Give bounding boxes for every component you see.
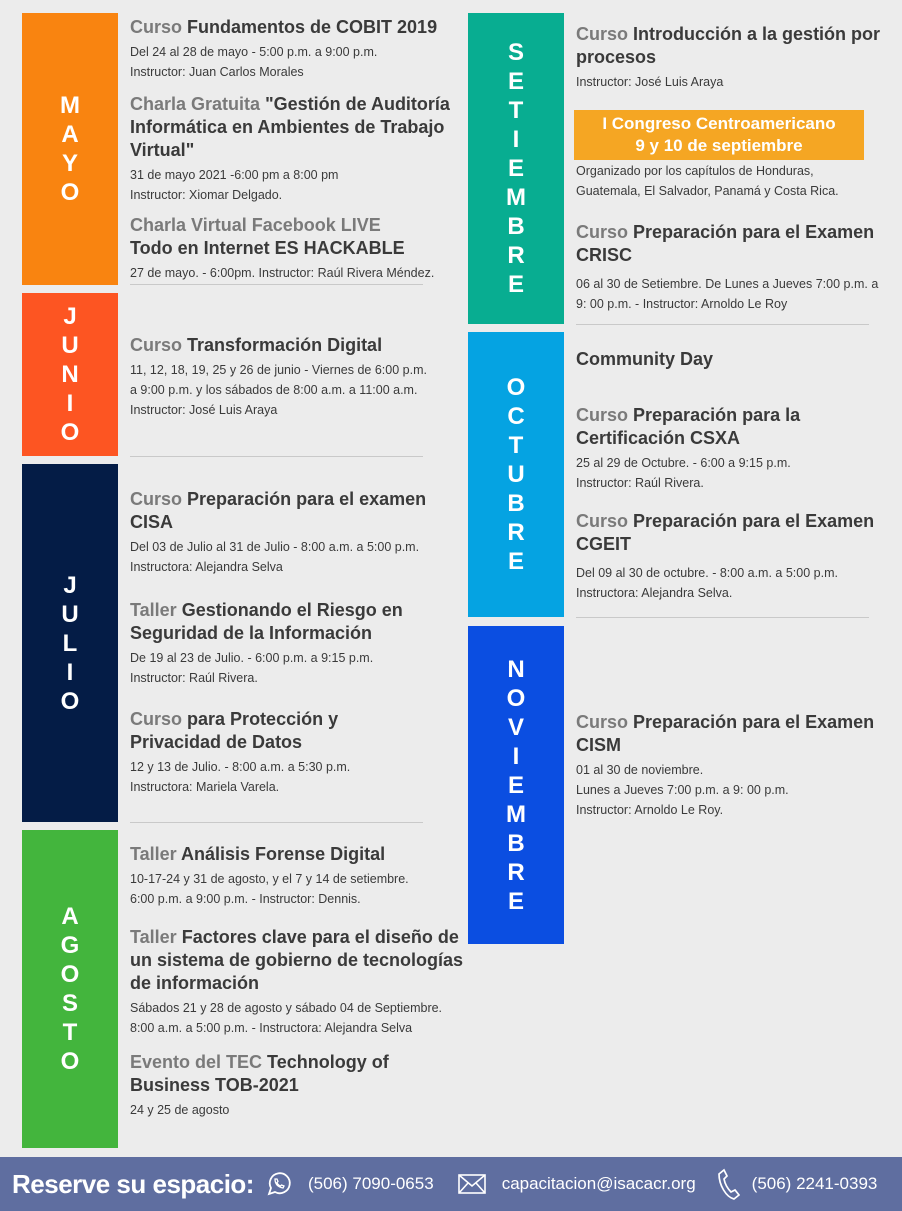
phone-number: (506) 2241-0393 bbox=[751, 1174, 878, 1193]
event-cisa bbox=[130, 488, 465, 577]
month-octubre bbox=[468, 332, 564, 617]
event-date: 06 al 30 de Setiembre. De Lunes a Jueves 7:00 p.m. a bbox=[576, 277, 879, 291]
event-instructor: Instructor: Raúl Rivera. bbox=[576, 476, 704, 490]
event-kind: Curso bbox=[576, 405, 629, 425]
congress-banner bbox=[574, 110, 864, 160]
congress-title: I Congreso Centroamericano bbox=[602, 114, 836, 133]
event-factores bbox=[130, 926, 468, 1038]
month-mayo bbox=[22, 13, 118, 285]
month-agosto bbox=[22, 830, 118, 1148]
event-instructor: Instructor: Arnoldo Le Roy. bbox=[576, 803, 724, 817]
month-junio bbox=[22, 293, 118, 456]
event-title: Preparación para la Certificación CSXA bbox=[576, 405, 801, 448]
mail-icon bbox=[458, 1173, 486, 1195]
event-schedule: a 9:00 p.m. y los sábados de 8:00 a.m. a 11:00 a.m. bbox=[130, 383, 418, 397]
event-date: 12 y 13 de Julio. - 8:00 a.m. a 5:30 p.m. bbox=[130, 760, 351, 774]
event-instructor: Instructor: José Luis Araya bbox=[130, 403, 278, 417]
event-date: 11, 12, 18, 19, 25 y 26 de junio - Viernes de 6:00 p.m. bbox=[130, 363, 427, 377]
month-label: J U L I O bbox=[60, 571, 80, 715]
event-kind: Evento del TEC bbox=[130, 1052, 263, 1072]
event-kind: Curso bbox=[130, 17, 183, 37]
event-kind: Curso bbox=[576, 511, 629, 531]
congress-countries: Guatemala, El Salvador, Panamá y Costa Rica. bbox=[576, 184, 839, 198]
event-instructor: Instructor: Raúl Rivera. bbox=[130, 671, 258, 685]
event-title: Community Day bbox=[576, 349, 714, 369]
month-label: S E T I E M B R E bbox=[506, 39, 526, 298]
event-instructor: Instructora: Mariela Varela. bbox=[130, 780, 280, 794]
event-title: Preparación para el Examen CGEIT bbox=[576, 511, 875, 554]
event-crisc bbox=[576, 221, 894, 314]
event-schedule: Lunes a Jueves 7:00 p.m. a 9: 00 p.m. bbox=[576, 783, 789, 797]
event-title: Technology of Business TOB-2021 bbox=[130, 1052, 389, 1095]
event-schedule: 8:00 a.m. a 5:00 p.m. - Instructora: Alejandra Selva bbox=[130, 1021, 413, 1035]
whatsapp-icon bbox=[264, 1169, 294, 1199]
event-kind: Curso bbox=[130, 489, 183, 509]
phone-icon bbox=[716, 1168, 740, 1200]
event-title: Análisis Forense Digital bbox=[181, 844, 386, 864]
month-noviembre bbox=[468, 626, 564, 944]
event-title: Todo en Internet ES HACKABLE bbox=[130, 238, 405, 258]
event-date: Del 03 de Julio al 31 de Julio - 8:00 a.m. a 5:00 p.m. bbox=[130, 540, 420, 554]
event-date: Sábados 21 y 28 de agosto y sábado 04 de Septiembre. bbox=[130, 1001, 443, 1015]
month-julio bbox=[22, 464, 118, 822]
event-date: Del 24 al 28 de mayo - 5:00 p.m. a 9:00 p.m. bbox=[130, 45, 378, 59]
footer-phone[interactable] bbox=[716, 1168, 878, 1200]
event-instructor: Instructora: Alejandra Selva bbox=[130, 560, 283, 574]
event-title: para Protección y Privacidad de Datos bbox=[130, 709, 339, 752]
event-riesgo bbox=[130, 599, 465, 688]
whatsapp-number: (506) 7090-0653 bbox=[307, 1174, 434, 1193]
congress-organizer: Organizado por los capítulos de Honduras, bbox=[576, 164, 814, 178]
footer-email[interactable] bbox=[458, 1173, 696, 1195]
event-charla bbox=[130, 93, 468, 205]
event-kind: Curso bbox=[576, 222, 629, 242]
event-kind: Taller bbox=[130, 927, 177, 947]
footer-bar bbox=[0, 1157, 902, 1211]
event-title: Transformación Digital bbox=[187, 335, 383, 355]
event-community bbox=[576, 348, 894, 371]
event-kind: Taller bbox=[130, 600, 177, 620]
footer-lead: Reserve su espacio: bbox=[12, 1168, 254, 1199]
divider bbox=[130, 822, 423, 823]
event-title: Preparación para el Examen CRISC bbox=[576, 222, 875, 265]
event-title: "Gestión de Auditoría Informática en Ambientes de Trabajo Virtual" bbox=[130, 94, 450, 160]
event-kind: Curso bbox=[576, 24, 629, 44]
footer-whatsapp[interactable] bbox=[264, 1169, 434, 1199]
event-privacidad bbox=[130, 708, 430, 797]
event-title: Gestionando el Riesgo en Seguridad de la Información bbox=[130, 600, 403, 643]
event-instructor: Instructor: Juan Carlos Morales bbox=[130, 65, 304, 79]
event-forense bbox=[130, 843, 465, 909]
event-instructor: Instructora: Alejandra Selva. bbox=[576, 586, 733, 600]
event-date: 31 de mayo 2021 -6:00 pm a 8:00 pm bbox=[130, 168, 339, 182]
event-congreso-info bbox=[576, 158, 894, 201]
event-date: De 19 al 23 de Julio. - 6:00 p.m. a 9:15 p.m. bbox=[130, 651, 374, 665]
event-cism bbox=[576, 711, 894, 820]
event-kind: Curso bbox=[130, 335, 183, 355]
divider bbox=[130, 456, 423, 457]
month-label: N O V I E M B R E bbox=[506, 655, 526, 915]
divider bbox=[576, 617, 869, 618]
congress-dates: 9 y 10 de septiembre bbox=[635, 136, 803, 155]
event-facebook bbox=[130, 214, 465, 283]
event-csxa bbox=[576, 404, 894, 493]
event-tec bbox=[130, 1051, 430, 1120]
event-date: 27 de mayo. - 6:00pm. Instructor: Raúl Rivera Méndez. bbox=[130, 266, 435, 280]
event-kind: Taller bbox=[130, 844, 177, 864]
event-instructor: 9: 00 p.m. - Instructor: Arnoldo Le Roy bbox=[576, 297, 788, 311]
event-date: Del 09 al 30 de octubre. - 8:00 a.m. a 5:00 p.m. bbox=[576, 566, 838, 580]
month-label: J U N I O bbox=[60, 303, 80, 446]
event-kind: Curso bbox=[576, 712, 629, 732]
event-cobit bbox=[130, 16, 465, 82]
event-title: Fundamentos de COBIT 2019 bbox=[187, 17, 438, 37]
event-instructor: Instructor: José Luis Araya bbox=[576, 75, 724, 89]
event-date: 10-17-24 y 31 de agosto, y el 7 y 14 de setiembre. bbox=[130, 872, 409, 886]
event-kind: Curso bbox=[130, 709, 183, 729]
event-title: Preparación para el examen CISA bbox=[130, 489, 427, 532]
event-procesos bbox=[576, 23, 894, 92]
event-date: 01 al 30 de noviembre. bbox=[576, 763, 704, 777]
divider bbox=[576, 324, 869, 325]
email-address: capacitacion@isacacr.org bbox=[501, 1174, 696, 1193]
divider bbox=[130, 284, 423, 285]
month-setiembre bbox=[468, 13, 564, 324]
event-transformacion bbox=[130, 334, 465, 420]
month-label: M A Y O bbox=[60, 92, 80, 206]
event-title: Preparación para el Examen CISM bbox=[576, 712, 875, 755]
event-schedule: 6:00 p.m. a 9:00 p.m. - Instructor: Dennis. bbox=[130, 892, 361, 906]
event-date: 24 y 25 de agosto bbox=[130, 1103, 230, 1117]
event-kind: Charla Virtual Facebook LIVE bbox=[130, 215, 381, 235]
event-cgeit bbox=[576, 510, 894, 603]
event-title: Factores clave para el diseño de un sistema de gobierno de tecnologías de información bbox=[130, 927, 464, 993]
event-date: 25 al 29 de Octubre. - 6:00 a 9:15 p.m. bbox=[576, 456, 791, 470]
event-title: Introducción a la gestión por procesos bbox=[576, 24, 881, 67]
event-kind: Charla Gratuita bbox=[130, 94, 261, 114]
month-label: O C T U B R E bbox=[506, 374, 526, 575]
event-instructor: Instructor: Xiomar Delgado. bbox=[130, 188, 283, 202]
month-label: A G O S T O bbox=[60, 903, 80, 1075]
